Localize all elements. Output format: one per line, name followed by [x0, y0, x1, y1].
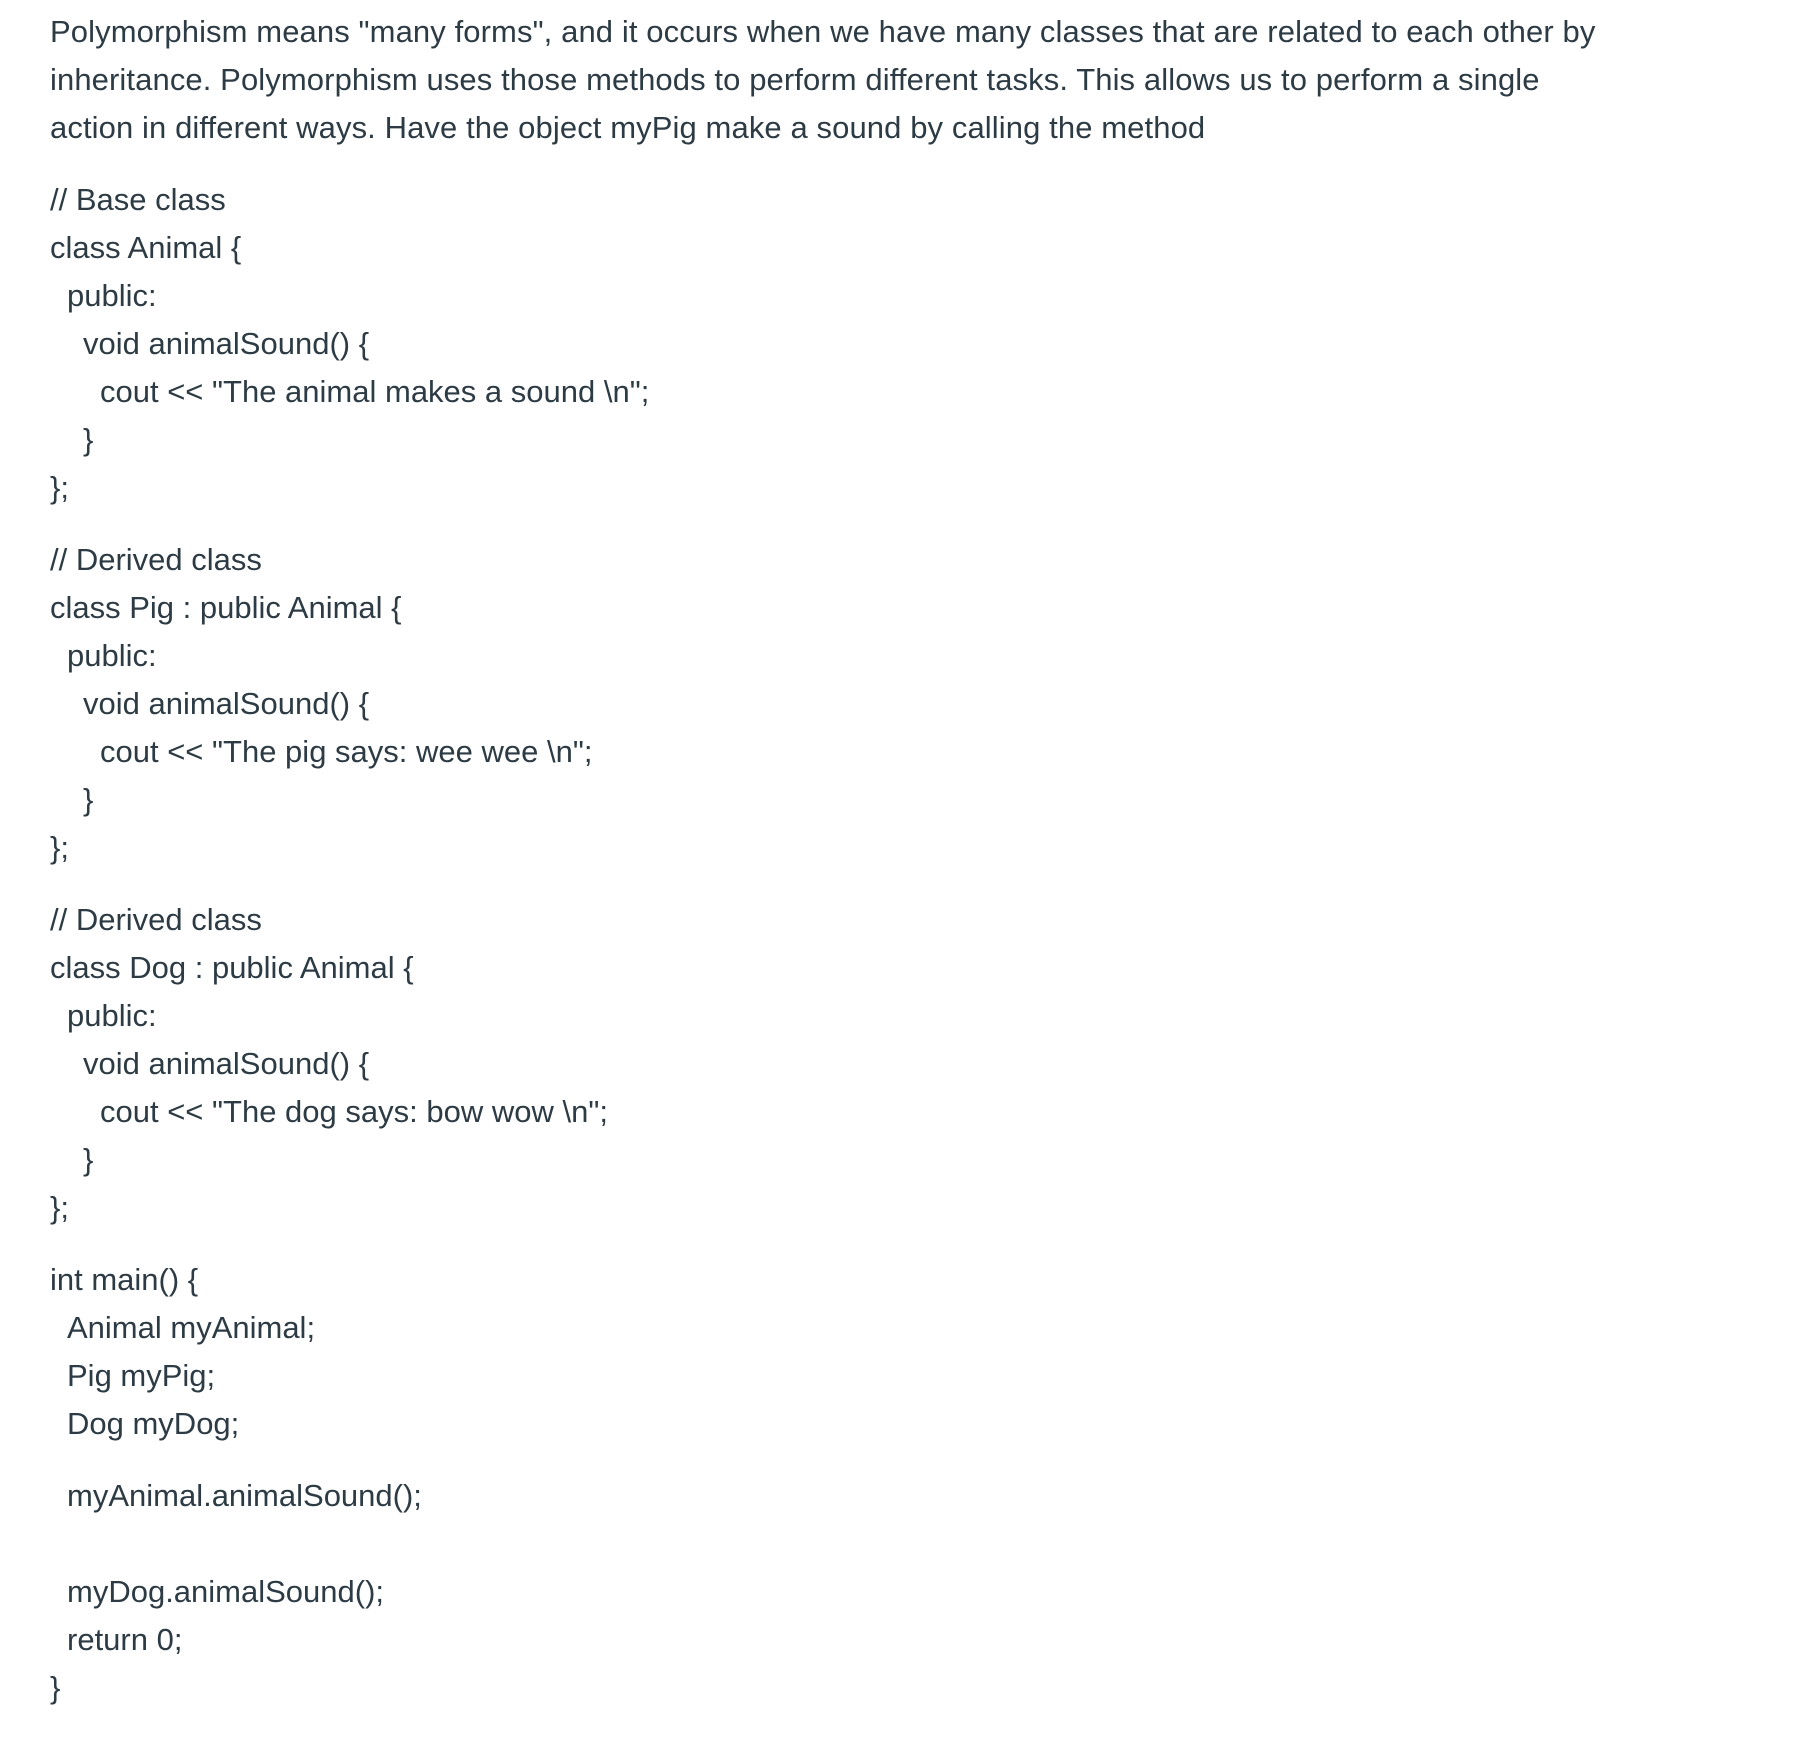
- pig-class-access: public:: [67, 638, 157, 673]
- pig-class-method-body: cout << "The pig says: wee wee \n";: [100, 734, 593, 769]
- base-class-declaration: class Animal {: [50, 230, 242, 265]
- dog-class-declaration: class Dog : public Animal {: [50, 950, 414, 985]
- dog-class-comment: // Derived class: [50, 902, 262, 937]
- main-declaration: int main() {: [50, 1262, 199, 1297]
- main-function-block: [50, 1256, 1630, 1712]
- code-listing: [50, 176, 1630, 1712]
- dog-class-close: };: [50, 1190, 69, 1225]
- dog-class-method-close: }: [83, 1142, 94, 1177]
- question-text: Polymorphism means "many forms", and it occurs when we have many classes that are related to each other by inheritance. Polymorphism uses those methods to perform different tasks. This allows us to perform a single action in different ways. Have the object myPig make a sound by calling the method: [50, 14, 1596, 145]
- main-call-dog-sound: myDog.animalSound();: [67, 1574, 385, 1609]
- pig-class-close: };: [50, 830, 69, 865]
- pig-class-declaration: class Pig : public Animal {: [50, 590, 402, 625]
- pig-class-block: [50, 536, 1630, 872]
- question-content: [50, 8, 1630, 1736]
- dog-class-method: void animalSound() {: [83, 1046, 370, 1081]
- code-spacer: [50, 1448, 1630, 1472]
- dog-class-access: public:: [67, 998, 157, 1033]
- main-call-animal-sound: myAnimal.animalSound();: [67, 1478, 422, 1513]
- base-class-access: public:: [67, 278, 157, 313]
- main-var-animal: Animal myAnimal;: [67, 1310, 316, 1345]
- base-class-comment: // Base class: [50, 182, 226, 217]
- base-class-block: [50, 176, 1630, 512]
- dog-class-block: [50, 896, 1630, 1232]
- main-var-dog: Dog myDog;: [67, 1406, 240, 1441]
- base-class-close: };: [50, 470, 69, 505]
- code-spacer-large: [50, 1520, 1630, 1568]
- pig-class-comment: // Derived class: [50, 542, 262, 577]
- base-class-method-body: cout << "The animal makes a sound \n";: [100, 374, 650, 409]
- base-class-method-close: }: [83, 422, 94, 457]
- pig-class-method-close: }: [83, 782, 94, 817]
- main-var-pig: Pig myPig;: [67, 1358, 216, 1393]
- dog-class-method-body: cout << "The dog says: bow wow \n";: [100, 1094, 608, 1129]
- base-class-method: void animalSound() {: [83, 326, 370, 361]
- main-close: }: [50, 1670, 61, 1705]
- main-return: return 0;: [67, 1622, 183, 1657]
- pig-class-method: void animalSound() {: [83, 686, 370, 721]
